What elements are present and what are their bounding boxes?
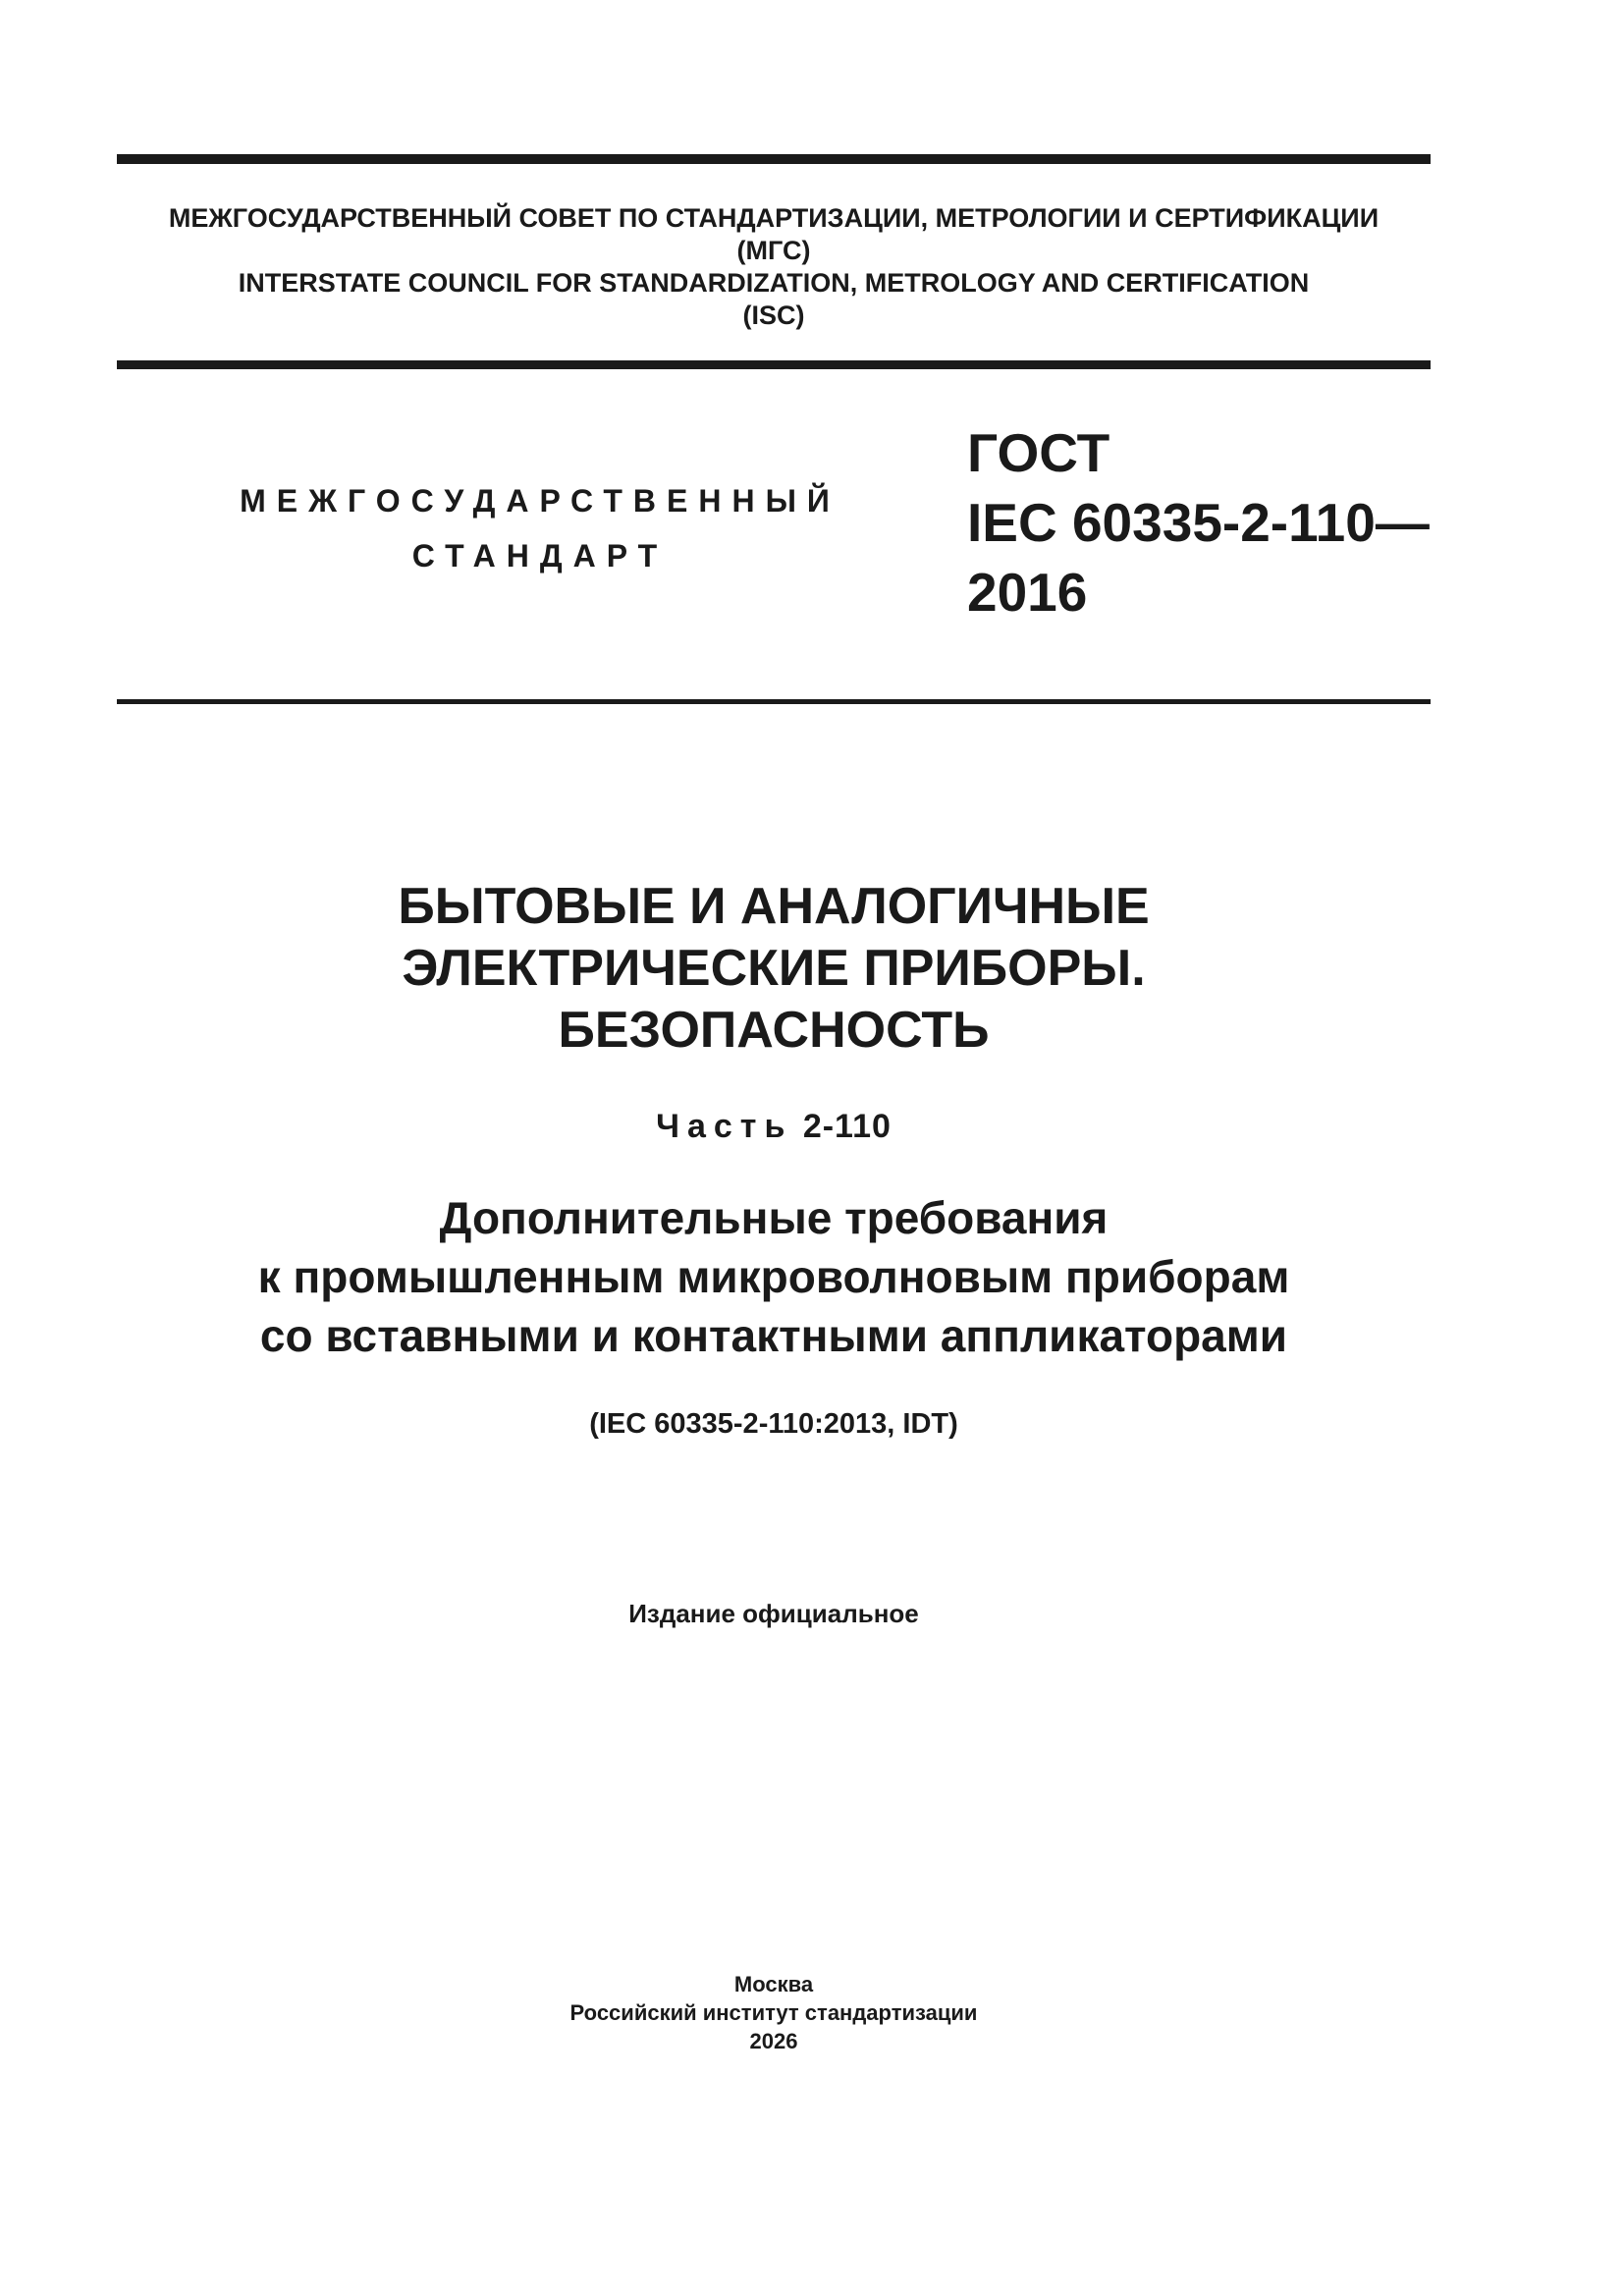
council-name-en: INTERSTATE COUNCIL FOR STANDARDIZATION, METROLOGY AND CERTIFICATION: [238, 268, 1310, 298]
council-name-ru: МЕЖГОСУДАРСТВЕННЫЙ СОВЕТ ПО СТАНДАРТИЗАЦИИ, МЕТРОЛОГИИ И СЕРТИФИКАЦИИ: [168, 203, 1380, 233]
publisher-year: 2026: [749, 2029, 798, 2053]
publisher-city: Москва: [733, 1972, 814, 1996]
subtitle-line1: Дополнительные требования: [439, 1192, 1109, 1243]
part-number: 2-110: [802, 1108, 892, 1145]
top-divider: [117, 154, 1431, 164]
subtitle-line3: со вставными и контактными аппликаторами: [259, 1310, 1288, 1361]
document-title: [117, 876, 1431, 1062]
iec-reference: (IEC 60335-2-110:2013, IDT): [589, 1408, 958, 1440]
designation-line2: IEC 60335-2-110—: [967, 492, 1430, 553]
designation-divider: [117, 699, 1431, 704]
designation-line3: 2016: [967, 562, 1088, 623]
document-subtitle: [117, 1188, 1431, 1365]
standard-kind-line2: СТАНДАРТ: [411, 538, 669, 574]
council-abbr-ru: (МГС): [736, 236, 811, 265]
title-line3: БЕЗОПАСНОСТЬ: [558, 1002, 990, 1059]
subtitle-line2: к промышленным микроволновым приборам: [257, 1251, 1290, 1302]
standard-designation: [967, 418, 1430, 628]
standard-kind: [196, 473, 884, 583]
council-header: [117, 202, 1431, 332]
part-label: Часть: [656, 1108, 793, 1145]
title-line2: ЭЛЕКТРИЧЕСКИЕ ПРИБОРЫ.: [402, 940, 1146, 997]
header-divider: [117, 360, 1431, 369]
edition-note: Издание официальное: [628, 1599, 919, 1628]
part-heading: [117, 1105, 1431, 1148]
standard-kind-line1: МЕЖГОСУДАРСТВЕННЫЙ: [240, 483, 840, 519]
title-line1: БЫТОВЫЕ И АНАЛОГИЧНЫЕ: [398, 878, 1150, 935]
council-abbr-en: (ISC): [742, 301, 805, 330]
publisher-institute: Российский институт стандартизации: [569, 2000, 978, 2025]
designation-line1: ГОСТ: [967, 422, 1110, 483]
publisher-block: [117, 1970, 1431, 2055]
